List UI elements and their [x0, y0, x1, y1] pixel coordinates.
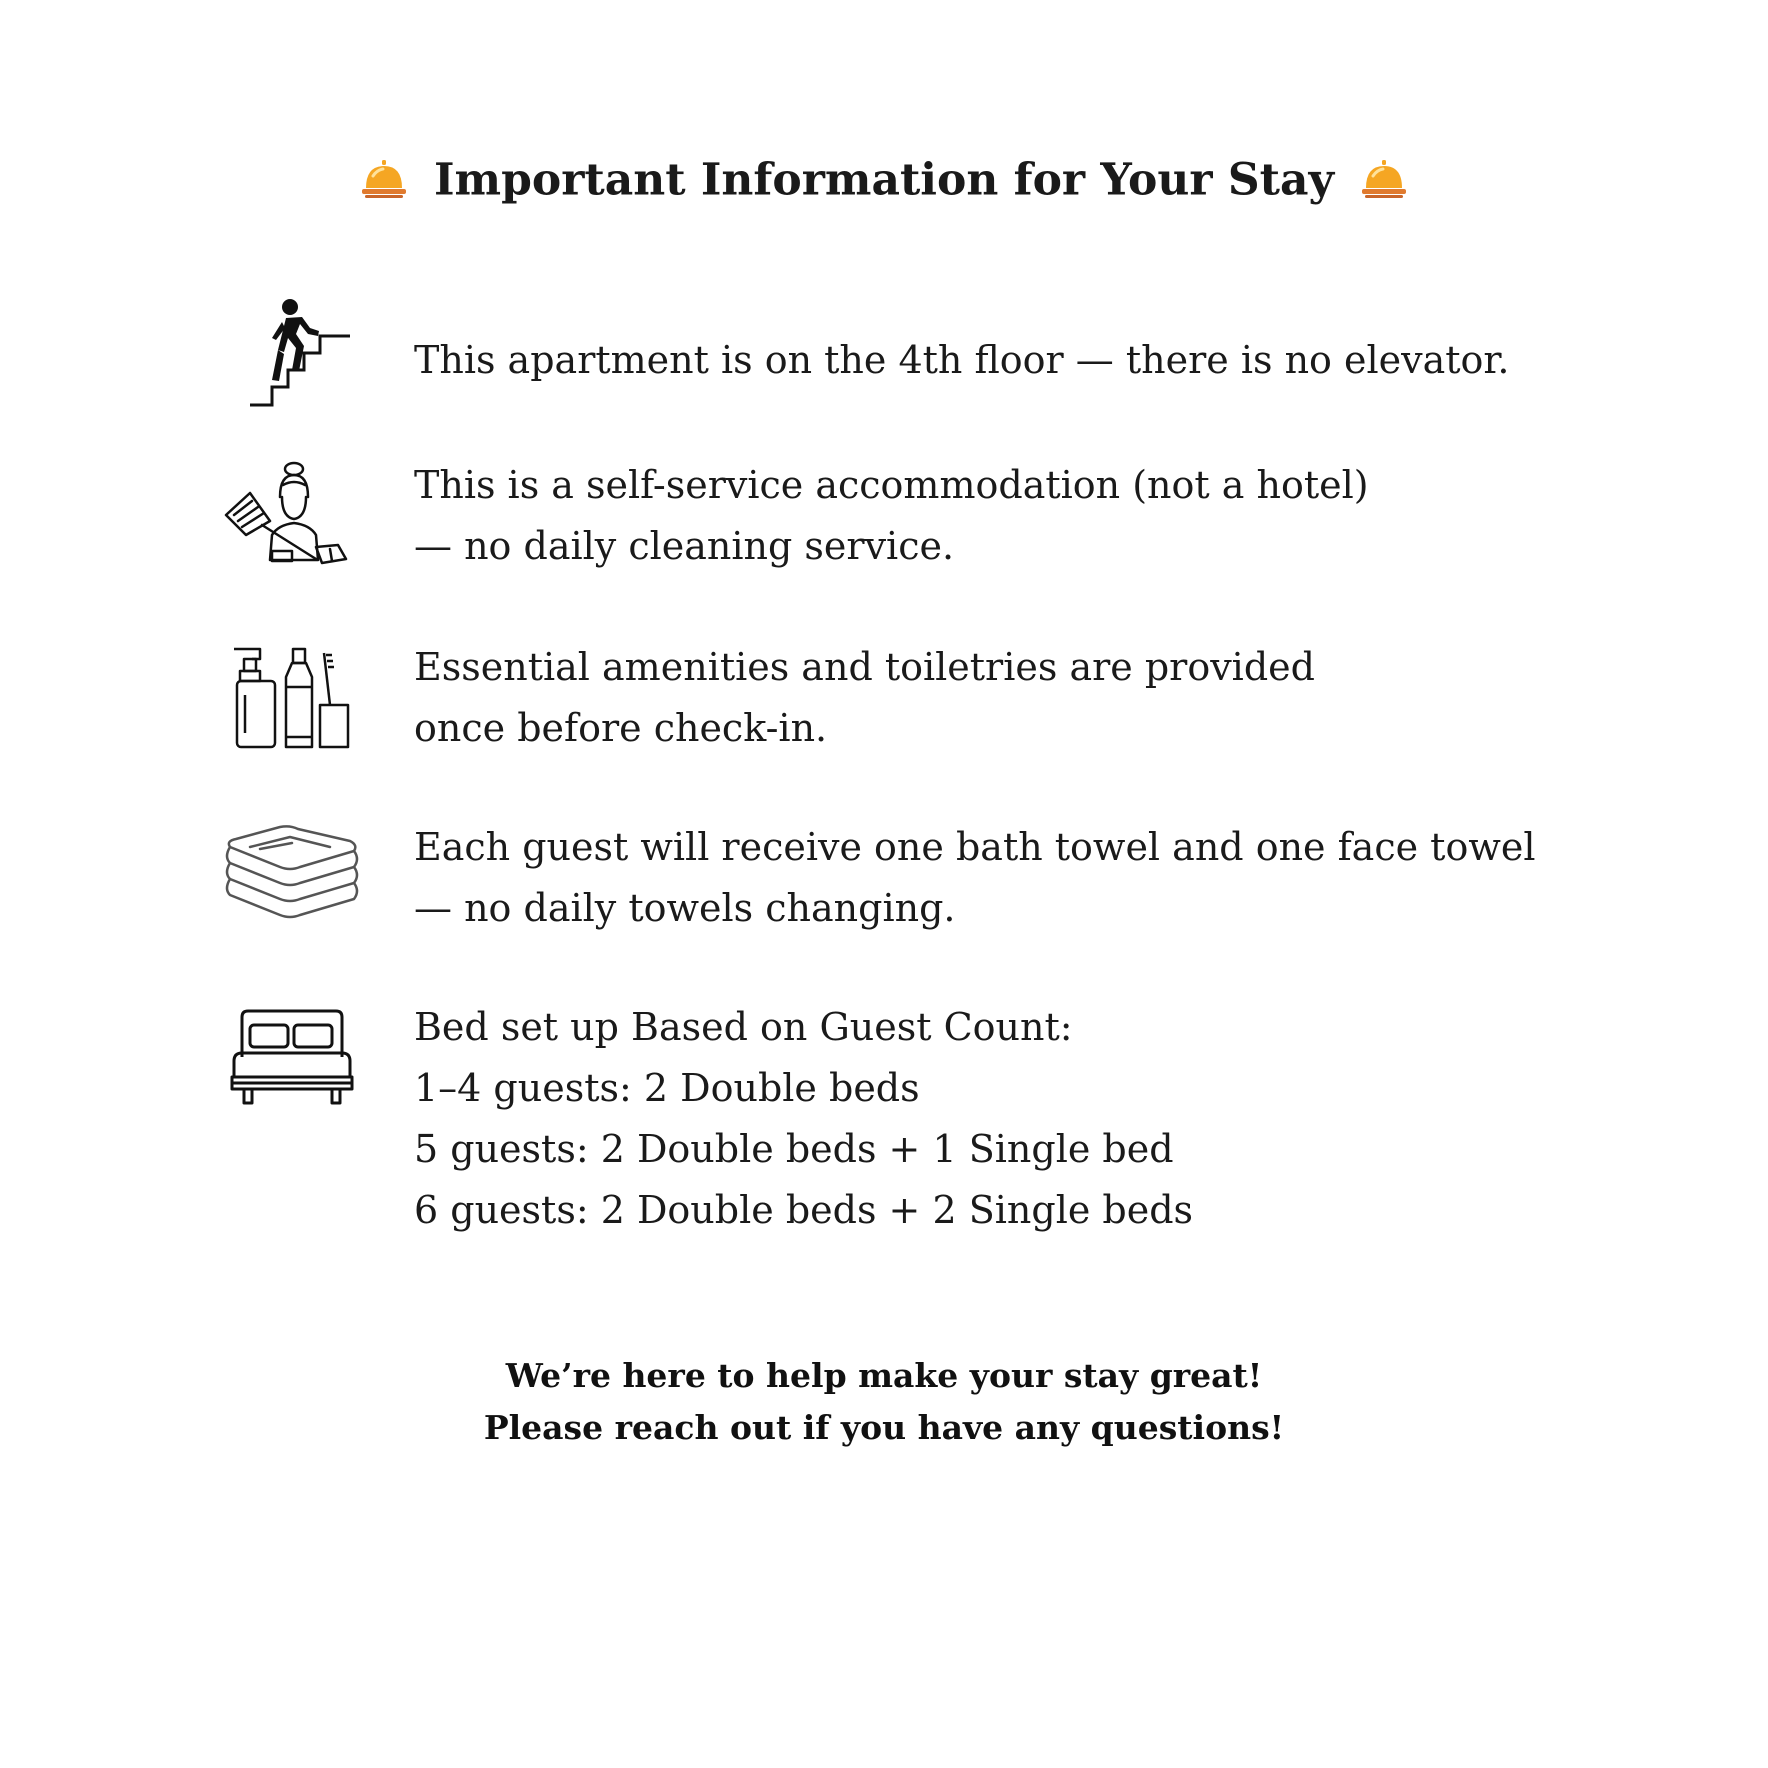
text-line: This apartment is on the 4th floor — there is no elevator.	[414, 338, 1510, 382]
closing-line: We’re here to help make your stay great!	[505, 1356, 1263, 1395]
closing-line: Please reach out if you have any questions!	[483, 1408, 1285, 1447]
page-title	[0, 148, 1768, 211]
closing-message	[0, 1350, 1768, 1454]
bellhop-bell-icon	[1361, 156, 1407, 198]
text-line: 5 guests: 2 Double beds + 1 Single bed	[414, 1127, 1174, 1171]
text-line: — no daily cleaning service.	[414, 524, 955, 568]
folded-towels-icon	[220, 817, 360, 937]
text-line: 1–4 guests: 2 Double beds	[414, 1066, 920, 1110]
info-text	[414, 997, 1644, 1241]
double-bed-icon	[220, 997, 360, 1117]
text-line: Essential amenities and toiletries are provided	[414, 645, 1315, 689]
toiletries-icon	[220, 637, 360, 757]
text-line: This is a self-service accommodation (not a hotel)	[414, 463, 1369, 507]
text-line: — no daily towels changing.	[414, 886, 956, 930]
info-text	[414, 817, 1644, 939]
person-climbing-stairs-icon	[220, 290, 360, 410]
cleaning-lady-icon	[220, 455, 360, 575]
text-line: Bed set up Based on Guest Count:	[414, 1005, 1073, 1049]
text-line: once before check-in.	[414, 706, 828, 750]
title-text: Important Information for Your Stay	[433, 154, 1335, 206]
bellhop-bell-icon	[361, 156, 407, 198]
text-line: Each guest will receive one bath towel and one face towel	[414, 825, 1536, 869]
info-text	[414, 330, 1644, 391]
text-line: 6 guests: 2 Double beds + 2 Single beds	[414, 1188, 1194, 1232]
info-text	[414, 637, 1644, 759]
info-text	[414, 455, 1644, 577]
